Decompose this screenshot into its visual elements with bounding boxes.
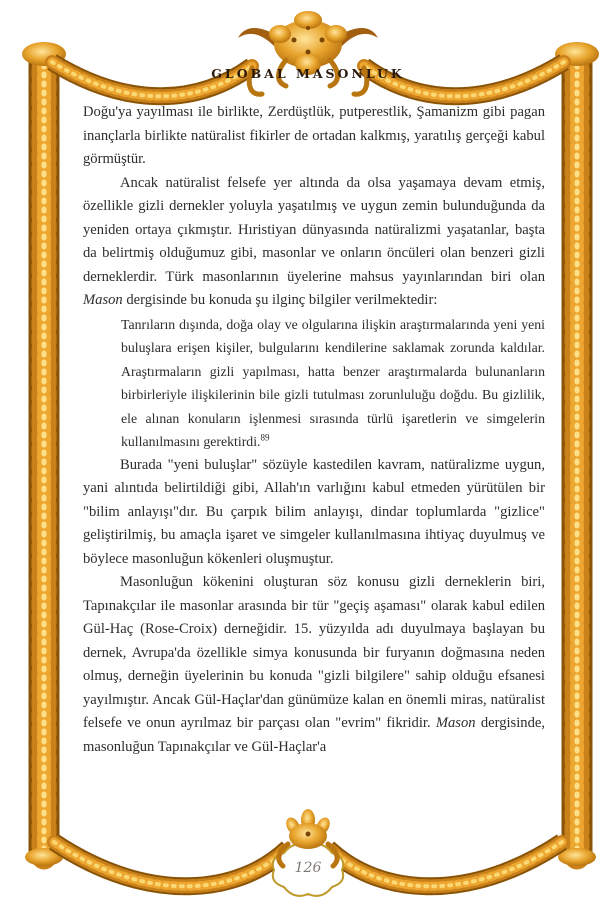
paragraph-text: Ancak natüralist felsefe yer altında da olsa yaşamaya devam etmiş, özellikle gizli dernekler yoluyla yaşatılmış ve uygun zemin bulunduğunda da yeniden ortaya çıkmıştır. Hıristiyan dünyasında natüralizmi yaşatanlar, başta da belirtmiş olduğumuz gibi, masonlar ve onların öncüleri olan benzeri gizli derneklerdir. Türk masonlarının üyelerine mahsus yayınlarından biri olan xyxy=(83,174,545,285)
quote-text: Tanrıların dışında, doğa olay ve olgularına ilişkin araştırmalarında yeni yeni buluşlara erişen kişiler, bulgularını kendilerine saklamak zorunda kaldılar. Araştırmaların gizli yapılması, hatta benzer araştırmalarda bulunanların birbirleriyle ilişkilerinin bile gizli tutulması zorunluluğu doğdu. Bu gizlilik, ele alınan konuların işlenmesi sırasında türlü işaretlerin ve simgelerin kullanılmasını gerektirdi. xyxy=(121,316,545,449)
running-header-title: GLOBAL MASONLUK xyxy=(211,66,405,81)
page-number: 126 xyxy=(294,860,322,876)
paragraph-1 xyxy=(83,101,545,172)
block-quote xyxy=(121,313,545,454)
paragraph-text: Masonluğun kökenini oluşturan söz konusu gizli derneklerin biri, Tapınakçılar ile masonlar arasında bir tür "geçiş aşaması" olarak kabul edilen Gül-Haç (Rose-Croix) derneğidir. 15. yüzyılda adı duyulmaya başlayan bu dernek, Avrupa'da özellikle simya konusunda bir furyanın doğmasına neden olmuş, derneğin üyelerinin bu konuda "gizli bilgilere" sahip olduğu efsanesi yayılmıştır. Ancak Gül-Haçlar'dan günümüze kalan en önemli miras, natüralist felsefe ve onun ayrılmaz bir parçası olan "evrim" fikridir. xyxy=(83,574,545,731)
paragraph-text: Doğu'ya yayılması ile birlikte, Zerdüştlük, putperestlik, Şamanizm gibi pagan inançlarla birlikte natüralist fikirler de ortadan kalkmış, yaratılış gerçeği kabul görmüştür. xyxy=(83,104,545,167)
magazine-name-italic: Mason xyxy=(83,292,123,308)
paragraph-text: dergisinde bu konuda şu ilginç bilgiler verilmektedir: xyxy=(122,292,438,308)
paragraph-text: dergisinde, masonluğun Tapınakçılar ve Gül-Haçlar'a xyxy=(83,715,545,755)
paragraph-text: Burada "yeni buluşlar" sözüyle kastedilen kavram, natüralizme uygun, yani alıntıda belirtildiği gibi, Allah'ın varlığını kabul etmeden yürütülen bir "bilim anlayışı"dır. Bu çarpık bilim anlayışı, dindar toplumlarda "gizlice" geliştirilmiş, bu amaçla işaret ve simgeler kullanılmasına ihtiyaç duyulmuş ve böylece masonluğun kökenleri oluşmuştur. xyxy=(83,456,545,567)
magazine-name-italic: Mason xyxy=(435,715,476,731)
left-column-garland xyxy=(22,42,66,866)
paragraph-4 xyxy=(83,571,545,759)
paragraph-2 xyxy=(83,172,545,313)
right-column-garland xyxy=(555,42,599,866)
page-body xyxy=(83,101,545,759)
paragraph-3 xyxy=(83,454,545,572)
footnote-reference: 89 xyxy=(260,432,270,443)
